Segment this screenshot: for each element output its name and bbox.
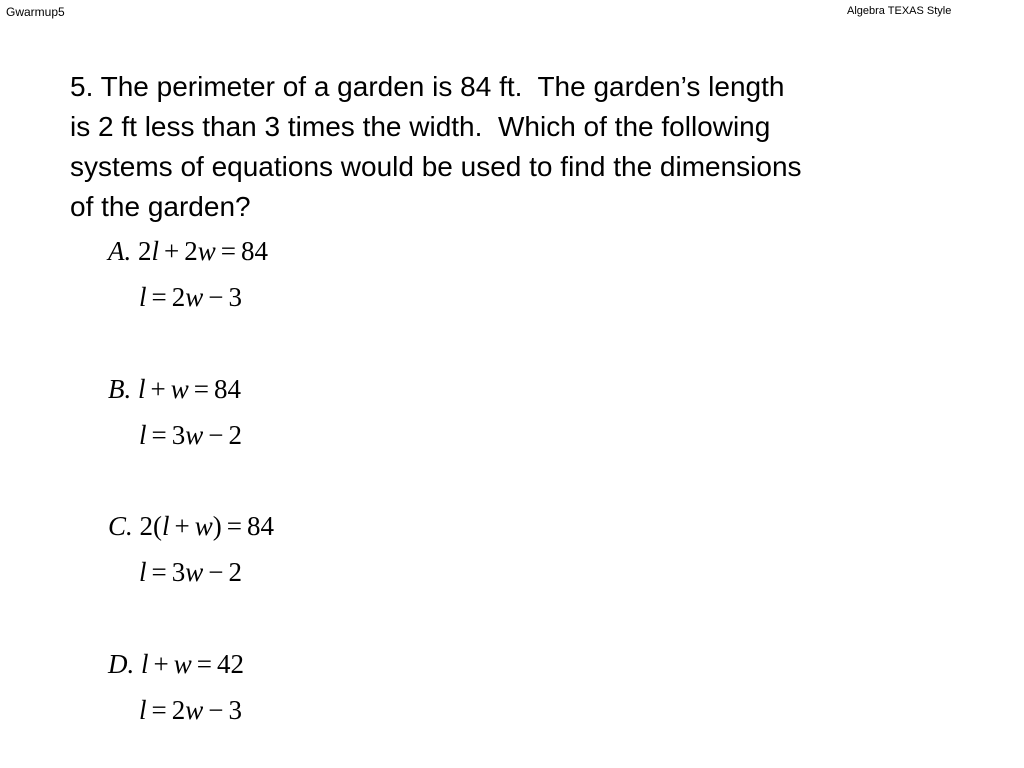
option-a-op: = — [220, 236, 236, 266]
question-text — [70, 67, 990, 227]
option-c-equation-2 — [139, 557, 242, 587]
option-d-var: w — [173, 649, 192, 679]
option-b-var: l — [138, 374, 146, 404]
option-c-var: w — [194, 511, 213, 541]
option-b-var: l — [139, 420, 147, 450]
option-a-var: w — [197, 236, 216, 266]
option-d-letter: D. — [108, 649, 135, 679]
option-b-term: 3 — [171, 420, 186, 450]
option-d-term: 3 — [228, 695, 242, 725]
option-c-term: ) — [212, 511, 222, 541]
course-label: Algebra TEXAS Style — [847, 5, 952, 17]
question-line-2: is 2 ft less than 3 times the width. Which of the following — [70, 111, 771, 142]
option-c-op: = — [151, 557, 167, 587]
option-d-term: 42 — [217, 649, 244, 679]
option-d-var: l — [139, 695, 147, 725]
option-d-var: w — [185, 695, 204, 725]
option-a-op: + — [164, 236, 180, 266]
option-a-op: = — [151, 282, 167, 312]
option-c-var: l — [162, 511, 170, 541]
option-a-op: − — [208, 282, 224, 312]
option-c-term: 2( — [139, 511, 163, 541]
option-b-letter: B. — [108, 374, 132, 404]
option-d-term: 2 — [171, 695, 186, 725]
option-b-equation-2 — [139, 420, 242, 450]
option-c-op: − — [208, 557, 224, 587]
option-d-var: l — [141, 649, 149, 679]
question-line-3: systems of equations would be used to find the dimensions — [70, 151, 802, 182]
option-a-var: l — [139, 282, 147, 312]
option-d-op: = — [196, 649, 212, 679]
option-a-equation-1 — [108, 236, 268, 266]
question-line-4: of the garden? — [70, 191, 251, 222]
option-c-term: 84 — [247, 511, 275, 541]
option-c-var: w — [185, 557, 204, 587]
option-c-term: 2 — [228, 557, 242, 587]
option-c-var: l — [139, 557, 147, 587]
option-a-term: 2 — [171, 282, 186, 312]
option-a-letter: A. — [108, 236, 132, 266]
option-a-term: 2 — [184, 236, 198, 266]
option-a-term: 2 — [138, 236, 152, 266]
option-b-op: + — [150, 374, 166, 404]
option-a-var: w — [185, 282, 204, 312]
option-a-term: 84 — [241, 236, 268, 266]
option-b-term: 84 — [214, 374, 241, 404]
option-d-op: + — [153, 649, 169, 679]
option-c-equation-1 — [108, 511, 274, 541]
option-b-equation-1 — [108, 374, 241, 404]
option-c-term: 3 — [171, 557, 186, 587]
option-c-op: = — [226, 511, 243, 541]
option-b-op: − — [208, 420, 224, 450]
option-d-op: = — [151, 695, 167, 725]
option-b-var: w — [170, 374, 189, 404]
option-b-term: 2 — [228, 420, 242, 450]
option-d-op: − — [208, 695, 224, 725]
option-b-op: = — [193, 374, 209, 404]
option-c-letter: C. — [108, 511, 133, 541]
option-b-op: = — [151, 420, 167, 450]
slide-title: Gwarmup5 — [6, 5, 65, 19]
option-d-equation-2 — [139, 695, 242, 725]
option-b-var: w — [185, 420, 204, 450]
question-line-1: 5. The perimeter of a garden is 84 ft. The garden’s length — [70, 71, 785, 102]
option-d-equation-1 — [108, 649, 244, 679]
option-a-var: l — [151, 236, 160, 266]
option-c-op: + — [174, 511, 190, 541]
option-a-equation-2 — [139, 282, 242, 312]
option-a-term: 3 — [228, 282, 242, 312]
